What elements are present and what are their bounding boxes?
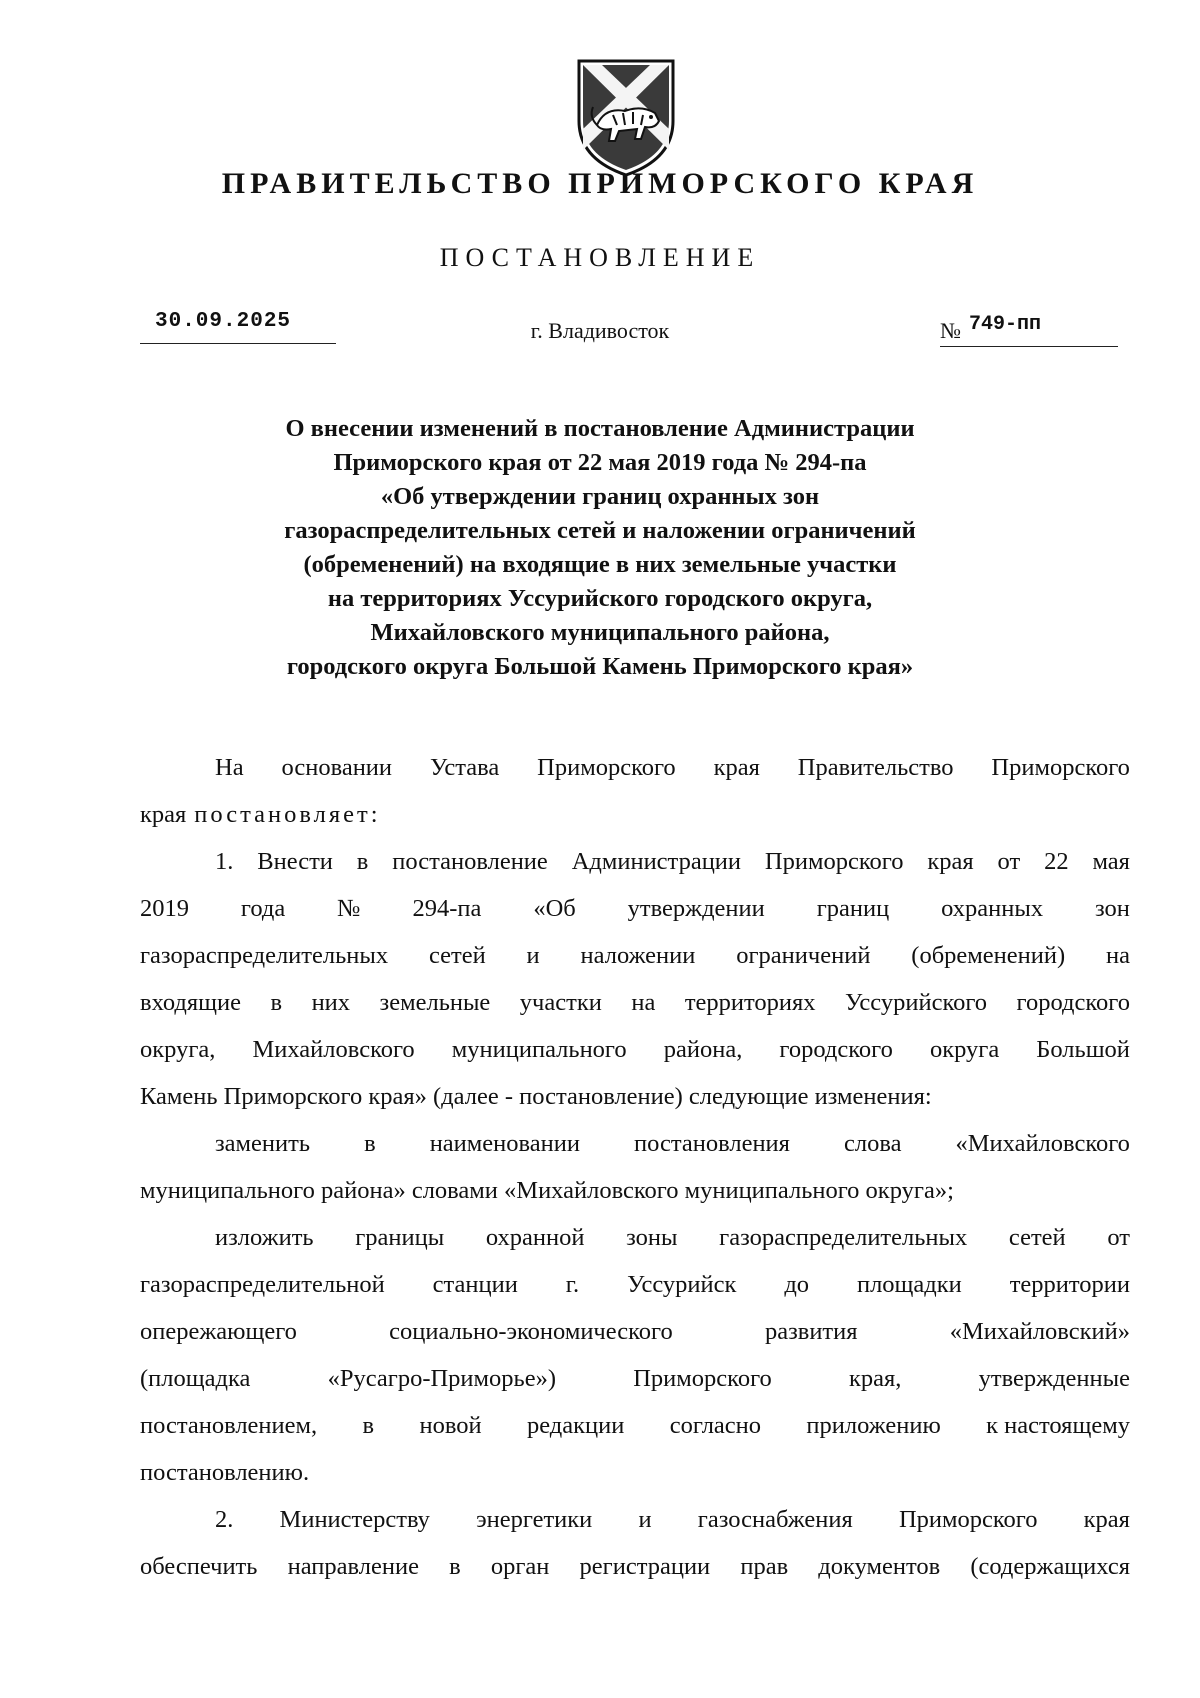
subject-line: городского округа Большой Камень Приморского края» [286,653,914,680]
body-word: «Михайловского [955,1130,1130,1157]
body-word: земельные [379,989,491,1016]
body-text: муниципального района» словами «Михайловского муниципального округа»; [140,1177,954,1204]
body-word: На [215,754,244,781]
body-word: 294-па [412,895,482,922]
subject-line: Михайловского муниципального района, [370,619,830,646]
body-word: в [449,1553,461,1580]
body-word: охранных [941,895,1044,922]
body-word: Приморского [537,754,676,781]
body-word: Устава [429,754,500,781]
body-word: приложению [806,1412,941,1439]
body-word: Приморского [991,754,1130,781]
document-type: ПОСТАНОВЛЕНИЕ [439,243,761,272]
document-body [140,744,1130,1590]
body-line [140,1355,1130,1402]
body-word: Приморского [633,1365,772,1392]
body-word: в [364,1130,376,1157]
body-word: развития [764,1318,858,1345]
body-word: края [713,754,760,781]
body-word: в [270,989,283,1016]
body-word: постановлением, [140,1412,318,1439]
government-title: ПРАВИТЕЛЬСТВО ПРИМОРСКОГО КРАЯ [221,167,979,200]
subject-line: на территориях Уссурийского городского округа, [327,585,873,612]
body-word: (обременений) [911,942,1066,969]
body-word: до [784,1271,810,1298]
body-word: входящие [140,989,242,1016]
body-word: округа [929,1036,1000,1063]
subject-line: «Об утверждении границ охранных зон [380,483,820,510]
body-word: наложении [580,942,696,969]
body-word: г. [565,1271,580,1298]
body-word: редакции [527,1412,625,1439]
body-word: основании [281,754,393,781]
body-word: на [1105,942,1130,969]
body-word: регистрации [579,1553,711,1580]
body-word: к настоящему [986,1412,1130,1439]
number-sign: № [940,318,961,343]
body-word: края [1083,1506,1130,1533]
body-word: утвержденные [978,1365,1130,1392]
body-word: мая [1092,848,1130,875]
body-word: сетей [1008,1224,1066,1251]
body-text: постановлению. [140,1459,310,1486]
body-word: Приморского [764,848,904,875]
body-word: направление [287,1553,419,1580]
body-word: территориях [684,989,816,1016]
body-line [140,1261,1130,1308]
body-word: Уссурийского [845,989,988,1016]
body-text: края [140,801,187,828]
document-number: 749-пп [969,313,1042,336]
body-line [140,1308,1130,1355]
body-word: 22 [1044,848,1069,875]
body-word: (содержащихся [970,1553,1130,1580]
body-word: «Русагро-Приморье») [327,1365,556,1392]
body-line [140,1026,1130,1073]
body-word: газоснабжения [697,1506,853,1533]
body-word: на [631,989,656,1016]
body-word: наименовании [429,1130,580,1157]
body-word: № [337,895,361,922]
body-word: газораспределительной [140,1271,385,1298]
body-word: ограничений [736,942,871,969]
body-word: площадки [856,1271,962,1298]
body-word: изложить [215,1224,314,1251]
body-word: постановление [392,848,548,875]
body-word: постановления [634,1130,790,1157]
document-number-field [940,310,1118,347]
body-word: границы [355,1224,445,1251]
body-word: согласно [669,1412,762,1439]
body-word: «Михайловский» [949,1318,1130,1345]
body-word: края, [849,1365,902,1392]
body-word: Правительство [797,754,954,781]
document-date: 30.09.2025 [140,310,336,344]
body-line [140,1073,1130,1120]
body-word: 1. [215,848,234,875]
body-word: Внести [257,848,333,875]
body-word: газораспределительных [140,942,389,969]
body-word: «Об [533,895,576,922]
body-line [140,791,1130,838]
body-word: в [356,848,369,875]
body-word: Уссурийск [627,1271,737,1298]
body-word: (площадка [140,1365,251,1392]
body-word: социально-экономического [389,1318,673,1345]
body-word: зон [1095,895,1130,922]
body-word: станции [432,1271,518,1298]
body-word: и [526,942,540,969]
body-word: Михайловского [252,1036,415,1063]
body-word: городского [1016,989,1130,1016]
body-line [140,1449,1130,1496]
body-line [140,1543,1130,1590]
document-city: г. Владивосток [530,318,670,343]
body-line [140,838,1130,885]
body-line [140,1167,1130,1214]
body-word: муниципального [451,1036,627,1063]
body-word: округа, [140,1036,216,1063]
body-word: 2. [215,1506,234,1533]
subject-line: Приморского края от 22 мая 2019 года № 294-па [333,449,867,476]
body-word: года [240,895,286,922]
body-line [140,1214,1130,1261]
body-word: района, [663,1036,743,1063]
body-word: участки [519,989,602,1016]
document-subject [150,412,1050,684]
body-word: утверждении [627,895,765,922]
body-word: Администрации [571,848,742,875]
body-word: прав [740,1553,789,1580]
subject-line: О внесении изменений в постановление Администрации [285,415,915,442]
body-line [140,744,1130,791]
resolves-word: постановляет: [194,801,381,828]
coat-of-arms-icon [575,55,677,181]
subject-line: газораспределительных сетей и наложении ограничений [284,517,916,544]
body-word: охранной [485,1224,585,1251]
body-word: территории [1009,1271,1130,1298]
body-word: края [927,848,974,875]
body-word: сетей [428,942,486,969]
body-word: Приморского [898,1506,1038,1533]
body-line [140,979,1130,1026]
body-word: слова [843,1130,902,1157]
body-word: 2019 [140,895,189,922]
body-word: в [362,1412,375,1439]
body-word: и [638,1506,652,1533]
body-line [140,885,1130,932]
body-word: зоны [626,1224,678,1251]
body-word: обеспечить [140,1553,258,1580]
body-word: них [311,989,351,1016]
body-word: документов [818,1553,941,1580]
body-line [140,932,1130,979]
body-line [140,1402,1130,1449]
body-word: от [1107,1224,1130,1251]
body-word: опережающего [140,1318,297,1345]
body-line [140,1120,1130,1167]
body-text: Камень Приморского края» (далее - постановление) следующие изменения: [140,1083,932,1110]
body-word: газораспределительных [719,1224,968,1251]
body-word: Большой [1036,1036,1130,1063]
body-word: энергетики [476,1506,593,1533]
body-word: новой [419,1412,482,1439]
subject-line: (обременений) на входящие в них земельные участки [303,551,897,578]
body-word: орган [490,1553,550,1580]
body-word: заменить [215,1130,311,1157]
body-word: Министерству [279,1506,430,1533]
body-word: от [997,848,1021,875]
body-word: городского [779,1036,893,1063]
body-word: границ [816,895,890,922]
body-line [140,1496,1130,1543]
